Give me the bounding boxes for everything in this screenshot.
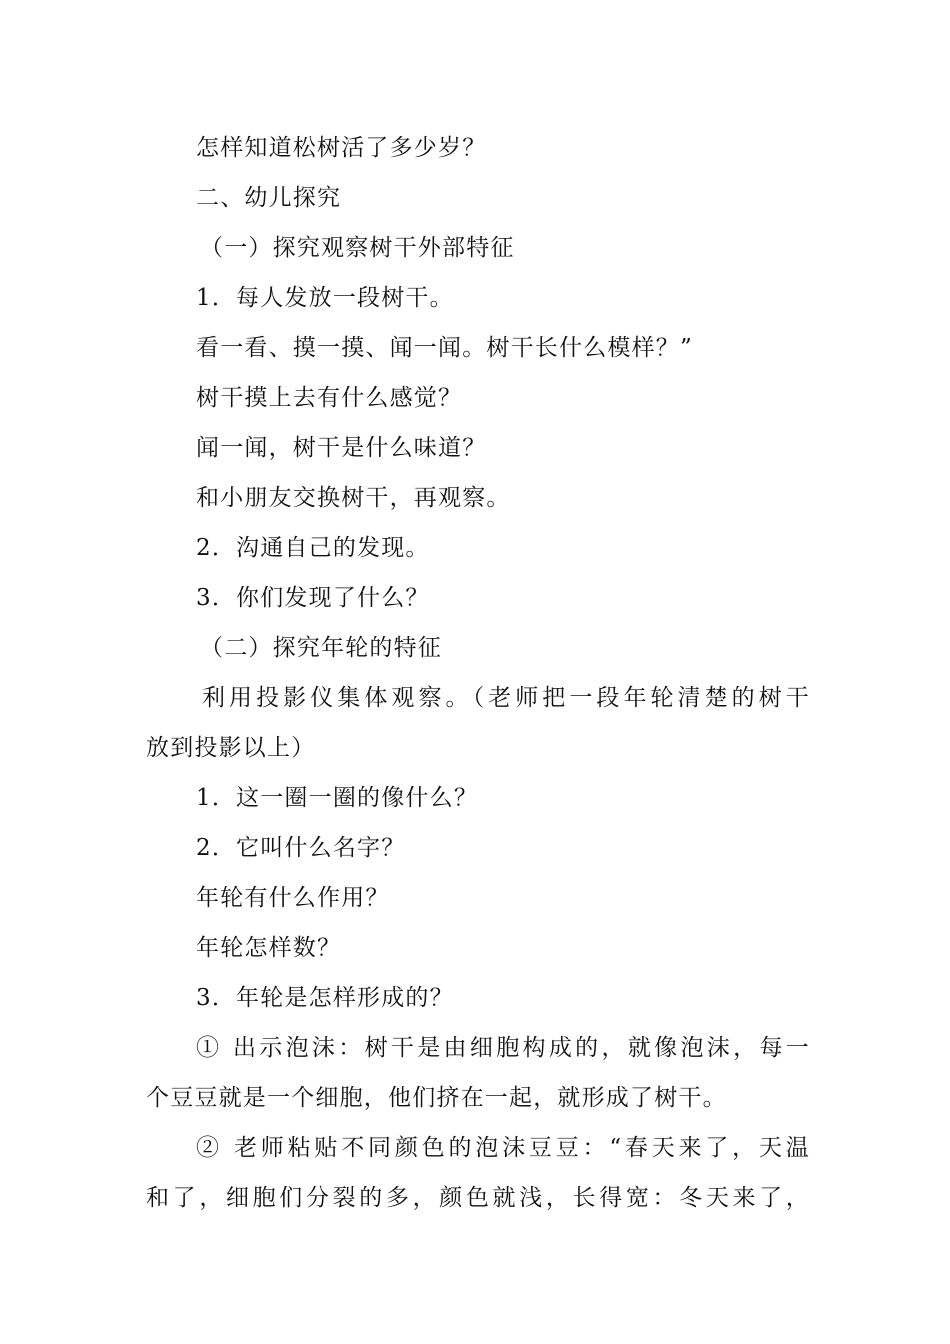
paragraph-line: 放到投影以上）: [146, 735, 316, 761]
text-line: 看一看、摸一摸、闻一闻。树干长什么模样？”: [196, 335, 693, 361]
text-line: 和小朋友交换树干，再观察。: [196, 485, 511, 511]
text-line: 年轮有什么作用？: [196, 885, 390, 911]
text-line: 怎样知道松树活了多少岁？: [196, 135, 487, 161]
paragraph-line: 和了，细胞们分裂的多，颜色就浅，长得宽：冬天来了，: [146, 1185, 810, 1211]
text-line: 2．沟通自己的发现。: [196, 535, 430, 561]
text-line: 闻一闻，树干是什么味道？: [196, 435, 487, 461]
text-line: 3．年轮是怎样形成的？: [196, 985, 454, 1011]
section-heading: 二、幼儿探究: [196, 185, 342, 211]
paragraph-line: ① 出示泡沫：树干是由细胞构成的，就像泡沫，每一: [196, 1035, 810, 1061]
text-line: 1．每人发放一段树干。: [196, 285, 454, 311]
paragraph-line: ② 老师粘贴不同颜色的泡沫豆豆：“春天来了，天温: [196, 1135, 810, 1161]
subsection-heading: （二）探究年轮的特征: [200, 635, 442, 661]
text-line: 1．这一圈一圈的像什么？: [196, 785, 479, 811]
text-line: 树干摸上去有什么感觉？: [196, 385, 463, 411]
subsection-heading: （一）探究观察树干外部特征: [200, 235, 515, 261]
paragraph-line: 个豆豆就是一个细胞，他们挤在一起，就形成了树干。: [146, 1085, 727, 1111]
text-line: 3．你们发现了什么？: [196, 585, 430, 611]
text-line: 年轮怎样数？: [196, 935, 342, 961]
paragraph-line: 利用投影仪集体观察。（老师把一段年轮清楚的树干: [202, 685, 810, 711]
text-line: 2．它叫什么名字？: [196, 835, 406, 861]
